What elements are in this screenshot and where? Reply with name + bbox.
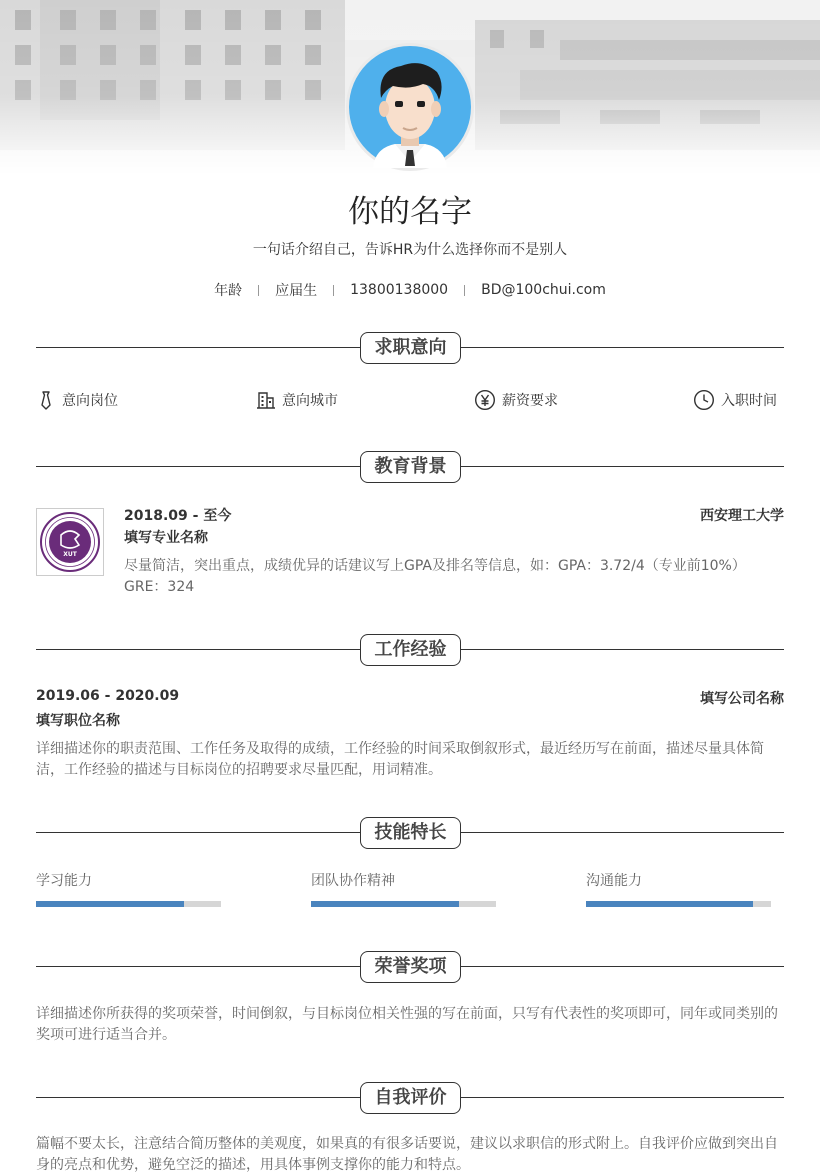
skill-label: 团队协作精神: [311, 873, 395, 889]
section-title-education: [36, 451, 784, 483]
email-field: BD@100chui.com: [481, 282, 606, 298]
status-field: 应届生: [275, 283, 318, 299]
intent-start-time: [693, 388, 777, 412]
skill-bar-fill: [586, 901, 753, 907]
tagline: 一句话介绍自己，告诉HR为什么选择你而不是别人: [252, 242, 568, 258]
section-title-self-evaluation: [36, 1082, 784, 1114]
section-label: 自我评价: [360, 1082, 461, 1114]
phone-field: 13800138000: [350, 282, 449, 298]
school-name: 西安理工大学: [700, 508, 784, 524]
intent-city: [256, 388, 338, 412]
contact-info: [0, 280, 820, 300]
section-label: 技能特长: [360, 817, 461, 849]
intent-row: [36, 388, 784, 412]
skill-bar-fill: [36, 901, 184, 907]
skill-item: [311, 870, 496, 890]
intent-label: 入职时间: [721, 393, 777, 409]
skill-item: [36, 870, 221, 890]
tie-icon: [36, 390, 56, 410]
clock-icon: [693, 389, 715, 411]
intent-label: 意向城市: [282, 393, 338, 409]
section-label: 工作经验: [360, 634, 461, 666]
school-logo: [36, 508, 104, 576]
section-label: 教育背景: [360, 451, 461, 483]
skill-bar: [586, 901, 771, 907]
section-title-intent: [36, 332, 784, 364]
section-title-skills: [36, 817, 784, 849]
intent-position: [36, 388, 118, 412]
work-description: 详细描述你的职责范围、工作任务及取得的成绩，工作经验的时间采取倒叙形式，最近经历写在前面，描述尽量具体简洁，工作经验的描述与目标岗位的招聘要求尽量匹配，用词精准。: [36, 741, 764, 778]
self-evaluation-description: 篇幅不要太长，注意结合简历整体的美观度，如果真的有很多话要说，建议以求职信的形式附上。自我评价应做到突出自身的亮点和优势，避免空泛的描述，用具体事例支撑你的能力和特点。: [36, 1136, 778, 1173]
section-title-work: [36, 634, 784, 666]
age-field: 年龄: [214, 283, 243, 299]
school-logo-text: XUT: [63, 551, 77, 558]
education-date: 2018.09 - 至今: [124, 508, 232, 524]
position-name: 填写职位名称: [36, 713, 120, 729]
section-label: 求职意向: [360, 332, 461, 364]
work-date: 2019.06 - 2020.09: [36, 688, 180, 704]
building-icon: [256, 390, 276, 410]
intent-label: 意向岗位: [62, 393, 118, 409]
avatar: [346, 43, 474, 171]
honors-description: 详细描述你所获得的奖项荣誉，时间倒叙，与目标岗位相关性强的写在前面，只写有代表性的奖项即可，同年或同类别的奖项可进行适当合并。: [36, 1006, 778, 1043]
candidate-name: 你的名字: [348, 194, 472, 230]
skill-label: 学习能力: [36, 873, 92, 889]
skill-label: 沟通能力: [586, 873, 642, 889]
skill-bar-fill: [311, 901, 459, 907]
skill-bar: [311, 901, 496, 907]
intent-label: 薪资要求: [502, 393, 558, 409]
yen-icon: [474, 389, 496, 411]
skill-bar: [36, 901, 221, 907]
section-title-honors: [36, 951, 784, 983]
education-description: 尽量简洁，突出重点，成绩优异的话建议写上GPA及排名等信息，如：GPA：3.72/4（专业前10%） GRE：324: [124, 558, 746, 595]
major-name: 填写专业名称: [124, 530, 208, 546]
company-name: 填写公司名称: [700, 691, 784, 707]
intent-salary: [474, 388, 558, 412]
skill-item: [586, 870, 771, 890]
section-label: 荣誉奖项: [360, 951, 461, 983]
